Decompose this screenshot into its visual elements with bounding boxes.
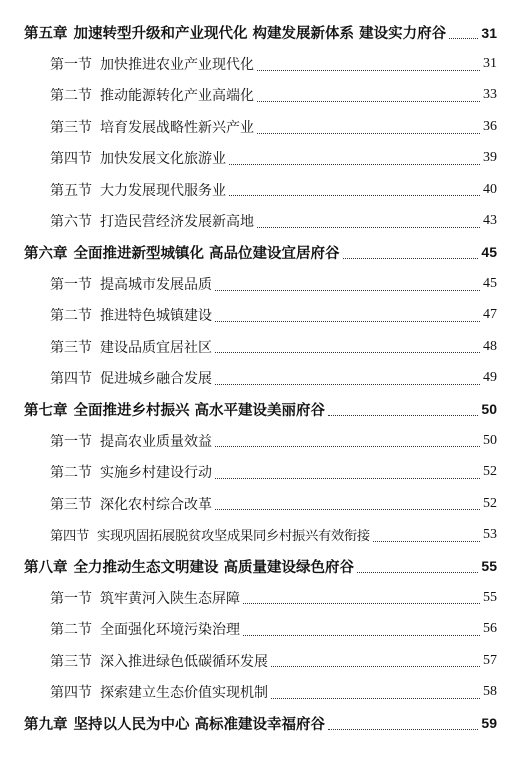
- toc-section-entry[interactable]: [0, 362, 527, 393]
- section-title: 提高农业质量效益: [100, 433, 212, 450]
- dot-leader: [271, 697, 480, 699]
- toc-entry-label: [50, 588, 240, 608]
- dot-leader: [257, 132, 480, 134]
- dot-leader: [215, 383, 480, 385]
- toc-section-entry[interactable]: [0, 331, 527, 362]
- toc-section-entry[interactable]: [0, 456, 527, 487]
- toc-section-entry[interactable]: [0, 205, 527, 236]
- section-number: 第三节: [50, 339, 92, 356]
- page-number: 50: [483, 432, 497, 448]
- section-title: 推动能源转化产业高端化: [100, 88, 254, 105]
- chapter-title: 加速转型升级和产业现代化 构建发展新体系 建设实力府谷: [73, 26, 447, 43]
- page-number: 45: [483, 275, 497, 291]
- toc-entry-label: [50, 148, 226, 168]
- toc-entry-label: [50, 337, 212, 357]
- page-number: 43: [483, 213, 497, 229]
- toc-entry-label: [50, 431, 212, 451]
- toc-entry-label: [24, 556, 354, 577]
- dot-leader: [328, 414, 478, 416]
- toc-entry-label: [50, 117, 254, 137]
- page-number: 36: [483, 118, 497, 134]
- toc-section-entry[interactable]: [0, 645, 527, 676]
- page-number: 47: [483, 307, 497, 323]
- page-number: 52: [483, 464, 497, 480]
- section-title: 深化农村综合改革: [100, 496, 212, 513]
- dot-leader: [357, 571, 478, 573]
- toc-section-entry[interactable]: [0, 425, 527, 456]
- toc-section-entry[interactable]: [0, 676, 527, 707]
- toc-entry-label: [24, 242, 340, 263]
- section-title: 深入推进绿色低碳循环发展: [100, 653, 268, 670]
- toc-entry-label: [50, 619, 240, 639]
- chapter-title: 全力推动生态文明建设 高质量建设绿色府谷: [73, 559, 355, 576]
- section-number: 第六节: [50, 214, 92, 231]
- toc-entry-label: [50, 85, 254, 105]
- dot-leader: [215, 508, 480, 510]
- section-number: 第二节: [50, 465, 92, 482]
- section-number: 第一节: [50, 276, 92, 293]
- toc-entry-label: [50, 462, 212, 482]
- toc-section-entry[interactable]: [0, 613, 527, 644]
- toc-section-entry[interactable]: [0, 300, 527, 331]
- section-number: 第一节: [50, 590, 92, 607]
- section-title: 推进特色城镇建设: [100, 308, 212, 325]
- toc-entry-label: [24, 22, 446, 43]
- dot-leader: [257, 100, 480, 102]
- page-number: 33: [483, 87, 497, 103]
- dot-leader: [243, 634, 480, 636]
- section-number: 第一节: [50, 433, 92, 450]
- section-number: 第三节: [50, 496, 92, 513]
- toc-section-entry[interactable]: [0, 519, 527, 550]
- dot-leader: [229, 163, 480, 165]
- toc-entry-label: [50, 525, 370, 544]
- toc-section-entry[interactable]: [0, 268, 527, 299]
- toc-entry-label: [50, 274, 212, 294]
- section-title: 促进城乡融合发展: [100, 370, 212, 387]
- section-number: 第四节: [50, 370, 92, 387]
- toc-chapter-entry[interactable]: [0, 237, 527, 268]
- toc-section-entry[interactable]: [0, 143, 527, 174]
- section-number: 第二节: [50, 622, 92, 639]
- table-of-contents: [0, 17, 527, 739]
- page-number: 55: [481, 558, 497, 575]
- section-number: 第一节: [50, 57, 92, 74]
- section-title: 提高城市发展品质: [100, 276, 212, 293]
- section-title: 培育发展战略性新兴产业: [100, 119, 254, 136]
- section-number: 第三节: [50, 653, 92, 670]
- toc-section-entry[interactable]: [0, 80, 527, 111]
- toc-section-entry[interactable]: [0, 488, 527, 519]
- dot-leader: [257, 69, 480, 71]
- section-title: 实施乡村建设行动: [100, 465, 212, 482]
- section-title: 建设品质宜居社区: [100, 339, 212, 356]
- toc-entry-label: [50, 211, 254, 231]
- toc-entry-label: [50, 368, 212, 388]
- toc-entry-label: [50, 682, 268, 702]
- toc-chapter-entry[interactable]: [0, 394, 527, 425]
- section-number: 第五节: [50, 182, 92, 199]
- page-number: 59: [481, 715, 497, 732]
- page-number: 53: [483, 526, 497, 542]
- section-number: 第二节: [50, 308, 92, 325]
- toc-entry-label: [50, 494, 212, 514]
- toc-chapter-entry[interactable]: [0, 551, 527, 582]
- chapter-number: 第八章: [24, 559, 68, 576]
- chapter-title: 全面推进乡村振兴 高水平建设美丽府谷: [73, 402, 326, 419]
- dot-leader: [271, 665, 480, 667]
- page-number: 52: [483, 495, 497, 511]
- page-number: 39: [483, 150, 497, 166]
- toc-entry-label: [50, 305, 212, 325]
- toc-entry-label: [50, 180, 226, 200]
- toc-section-entry[interactable]: [0, 111, 527, 142]
- section-title: 探索建立生态价值实现机制: [100, 684, 268, 701]
- dot-leader: [215, 445, 480, 447]
- dot-leader: [373, 540, 480, 542]
- section-title: 加快推进农业产业现代化: [100, 57, 254, 74]
- toc-chapter-entry[interactable]: [0, 17, 527, 48]
- toc-entry-label: [50, 651, 268, 671]
- dot-leader: [449, 37, 478, 39]
- toc-section-entry[interactable]: [0, 48, 527, 79]
- page-number: 40: [483, 181, 497, 197]
- dot-leader: [215, 289, 480, 291]
- page-number: 58: [483, 683, 497, 699]
- page-number: 50: [481, 401, 497, 418]
- dot-leader: [215, 320, 480, 322]
- section-title: 加快发展文化旅游业: [100, 151, 226, 168]
- dot-leader: [243, 602, 480, 604]
- page-number: 49: [483, 369, 497, 385]
- section-title: 大力发展现代服务业: [100, 182, 226, 199]
- chapter-title: 坚持以人民为中心 高标准建设幸福府谷: [73, 716, 326, 733]
- dot-leader: [257, 226, 480, 228]
- section-number: 第二节: [50, 88, 92, 105]
- section-title: 实现巩固拓展脱贫攻坚成果同乡村振兴有效衔接: [97, 529, 370, 545]
- dot-leader: [343, 257, 479, 259]
- page-number: 55: [483, 589, 497, 605]
- chapter-title: 全面推进新型城镇化 高品位建设宜居府谷: [73, 245, 340, 262]
- toc-chapter-entry[interactable]: [0, 708, 527, 739]
- chapter-number: 第九章: [24, 716, 68, 733]
- dot-leader: [229, 194, 480, 196]
- section-number: 第四节: [50, 684, 92, 701]
- page-number: 48: [483, 338, 497, 354]
- page-number: 56: [483, 621, 497, 637]
- section-number: 第四节: [50, 529, 89, 545]
- chapter-number: 第七章: [24, 402, 68, 419]
- dot-leader: [215, 477, 480, 479]
- section-title: 打造民营经济发展新高地: [100, 214, 254, 231]
- dot-leader: [328, 728, 478, 730]
- toc-entry-label: [50, 54, 254, 74]
- toc-section-entry[interactable]: [0, 174, 527, 205]
- page-number: 31: [481, 24, 497, 41]
- dot-leader: [215, 351, 480, 353]
- section-title: 全面强化环境污染治理: [100, 622, 240, 639]
- page-number: 31: [483, 56, 497, 72]
- toc-entry-label: [24, 713, 325, 734]
- toc-entry-label: [24, 399, 325, 420]
- section-number: 第三节: [50, 119, 92, 136]
- chapter-number: 第五章: [24, 26, 68, 43]
- page-number: 45: [481, 244, 497, 261]
- toc-section-entry[interactable]: [0, 582, 527, 613]
- chapter-number: 第六章: [24, 245, 68, 262]
- page-number: 57: [483, 652, 497, 668]
- section-number: 第四节: [50, 151, 92, 168]
- section-title: 筑牢黄河入陕生态屏障: [100, 590, 240, 607]
